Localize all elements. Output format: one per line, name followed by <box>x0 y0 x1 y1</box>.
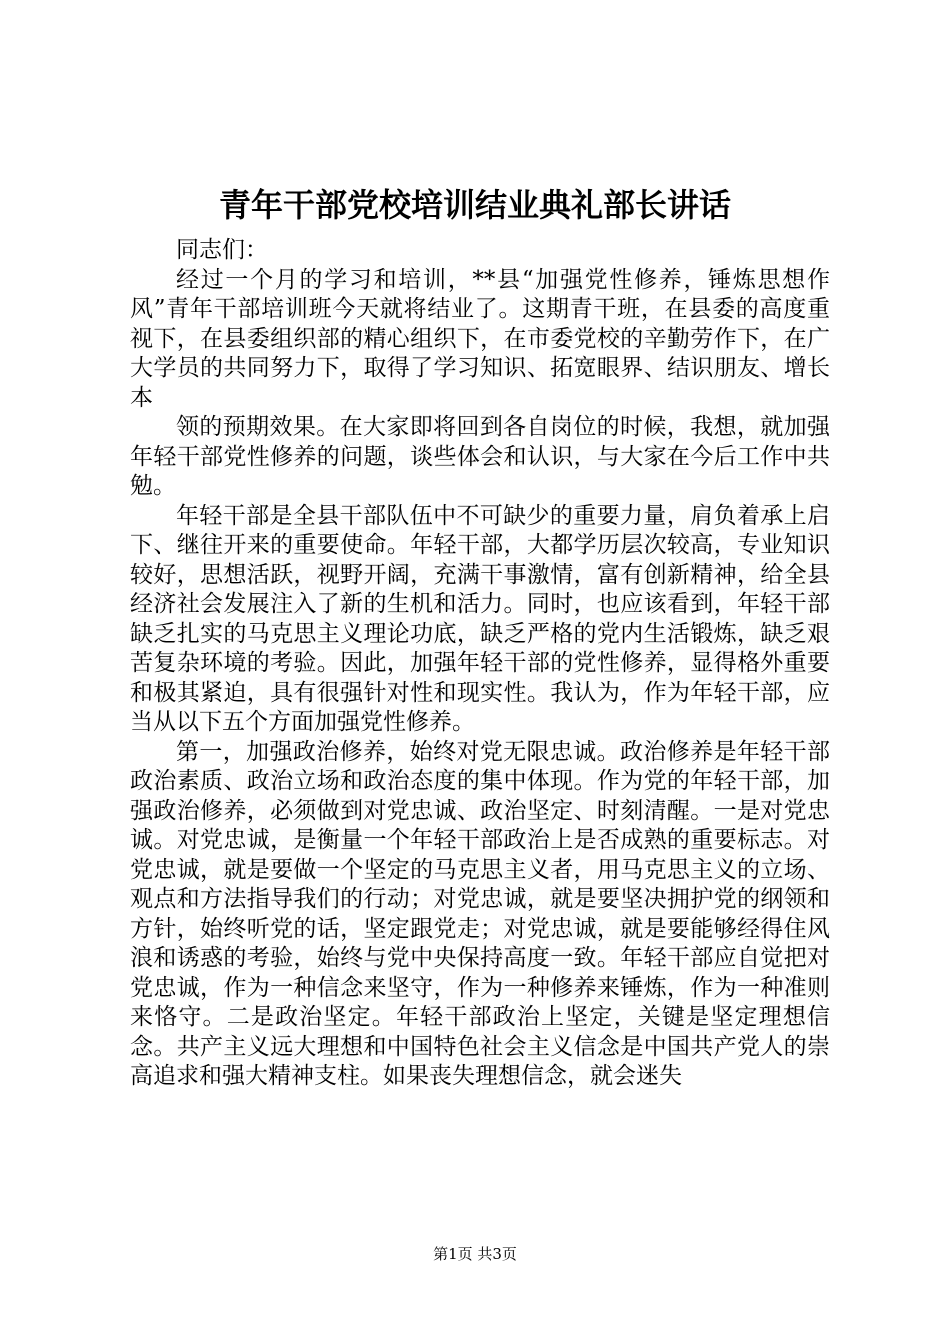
paragraph: 经过一个月的学习和培训，**县“加强党性修养，锤炼思想作风”青年干部培训班今天就将结业了。这期青干班，在县委的高度重视下，在县委组织部的精心组织下，在市委党校的辛勤劳作下，在广大学员的共同努力下，取得了学习知识、拓宽眼界、结识朋友、增长本 <box>130 266 830 411</box>
document-body <box>130 236 830 1092</box>
paragraph: 第一，加强政治修养，始终对党无限忠诚。政治修养是年轻干部政治素质、政治立场和政治态度的集中体现。作为党的年轻干部，加强政治修养，必须做到对党忠诚、政治坚定、时刻清醒。一是对党忠诚。对党忠诚，是衡量一个年轻干部政治上是否成熟的重要标志。对党忠诚，就是要做一个坚定的马克思主义者，用马克思主义的立场、观点和方法指导我们的行动；对党忠诚，就是要坚决拥护党的纲领和方针，始终听党的话，坚定跟党走；对党忠诚，就是要能够经得住风浪和诱惑的考验，始终与党中央保持高度一致。年轻干部应自觉把对党忠诚，作为一种信念来坚守，作为一种修养来锤炼，作为一种准则来恪守。二是政治坚定。年轻干部政治上坚定，关键是坚定理想信念。共产主义远大理想和中国特色社会主义信念是中国共产党人的崇高追求和强大精神支柱。如果丧失理想信念，就会迷失 <box>130 738 830 1089</box>
paragraph: 年轻干部是全县干部队伍中不可缺少的重要力量，肩负着承上启下、继往开来的重要使命。年轻干部，大都学历层次较高，专业知识较好，思想活跃，视野开阔，充满干事激情，富有创新精神，给全县经济社会发展注入了新的生机和活力。同时，也应该看到，年轻干部缺乏扎实的马克思主义理论功底，缺乏严格的党内生活锻炼，缺乏艰苦复杂环境的考验。因此，加强年轻干部的党性修养，显得格外重要和极其紧迫，具有很强针对性和现实性。我认为，作为年轻干部，应当从以下五个方面加强党性修养。 <box>130 502 830 735</box>
document-title: 青年干部党校培训结业典礼部长讲话 <box>218 186 731 224</box>
paragraph: 领的预期效果。在大家即将回到各自岗位的时候，我想，就加强年轻干部党性修养的问题，谈些体会和认识，与大家在今后工作中共勉。 <box>130 414 830 499</box>
page-number-footer: 第1页 共3页 <box>433 1245 517 1263</box>
paragraph-salutation: 同志们： <box>176 237 268 263</box>
